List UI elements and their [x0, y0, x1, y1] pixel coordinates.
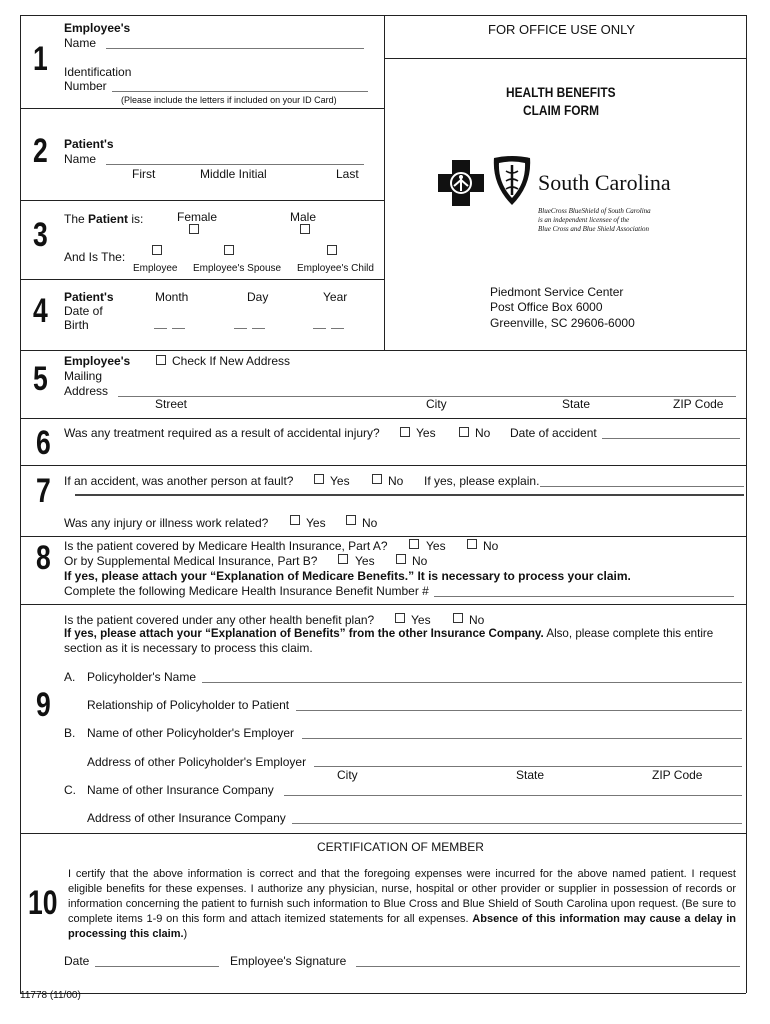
fault-no-checkbox[interactable]	[372, 474, 382, 484]
new-address-checkbox[interactable]	[156, 355, 166, 365]
insurance-company-field[interactable]	[284, 795, 742, 796]
zip-caption: ZIP Code	[673, 397, 724, 411]
section-c-label: C.	[64, 783, 76, 797]
other-plan-attach-notice: If yes, please attach your “Explanation of Benefits” from the other Insurance Company. Also, please complete this entire	[64, 627, 714, 640]
explain-field-line1[interactable]	[540, 486, 744, 487]
insurance-address-field[interactable]	[292, 823, 742, 824]
work-yes-checkbox[interactable]	[290, 515, 300, 525]
state-caption: State	[562, 397, 591, 411]
year-label: Year	[323, 290, 348, 304]
year-digit-1[interactable]	[313, 328, 326, 329]
other-plan-question: Is the patient covered under any other health benefit plan?	[64, 613, 375, 627]
spouse-caption: Employee's Spouse	[193, 263, 282, 274]
form-bottom-border	[20, 993, 746, 994]
work-no-checkbox[interactable]	[346, 515, 356, 525]
section-number-5: 5	[33, 360, 48, 398]
section-number-10: 10	[28, 884, 58, 922]
part-b-no-checkbox[interactable]	[396, 554, 406, 564]
street-caption: Street	[155, 397, 188, 411]
other-plan-yes-label: Yes	[411, 613, 431, 627]
medicare-number-label: Complete the following Medicare Health Insurance Benefit Number #	[64, 584, 429, 598]
employer-zip-caption: ZIP Code	[652, 768, 703, 782]
blue-shield-logo-icon	[491, 155, 533, 207]
brand-subtitle-2: is an independent licensee of the	[538, 216, 630, 224]
mailing-employee-label: Employee's	[64, 354, 131, 368]
last-caption: Last	[336, 167, 359, 181]
female-label: Female	[177, 210, 218, 224]
rule-7-8	[20, 536, 746, 537]
identification-label: Identification	[64, 65, 132, 79]
brand-subtitle-1: BlueCross BlueShield of South Carolina	[538, 207, 651, 215]
female-checkbox[interactable]	[189, 224, 199, 234]
child-checkbox[interactable]	[327, 245, 337, 255]
rule-1-2	[20, 108, 384, 109]
fault-yes-label: Yes	[330, 474, 350, 488]
employer-address-label: Address of other Policyholder's Employer	[87, 755, 307, 769]
policyholder-name-field[interactable]	[202, 682, 742, 683]
part-b-no-label: No	[412, 554, 428, 568]
other-plan-yes-checkbox[interactable]	[395, 613, 405, 623]
form-right-border	[746, 15, 747, 993]
section-number-7: 7	[36, 472, 51, 510]
certification-header: CERTIFICATION OF MEMBER	[317, 840, 484, 854]
date-field[interactable]	[95, 966, 219, 967]
relationship-field[interactable]	[296, 710, 742, 711]
birth-label: Birth	[64, 318, 89, 332]
patient-label: Patient's	[64, 137, 114, 151]
new-address-label: Check If New Address	[172, 354, 291, 368]
explain-field-line2[interactable]	[75, 494, 744, 496]
fault-yes-checkbox[interactable]	[314, 474, 324, 484]
accident-yes-label: Yes	[416, 426, 436, 440]
part-a-no-checkbox[interactable]	[467, 539, 477, 549]
part-b-yes-checkbox[interactable]	[338, 554, 348, 564]
child-caption: Employee's Child	[297, 263, 374, 274]
male-label: Male	[290, 210, 317, 224]
rule-2-3	[20, 200, 384, 201]
patient-name-label: Name	[64, 152, 97, 166]
id-note: (Please include the letters if included on your ID Card)	[121, 95, 337, 105]
male-checkbox[interactable]	[300, 224, 310, 234]
form-title-line2: CLAIM FORM	[523, 102, 600, 118]
section-b-label: B.	[64, 726, 76, 740]
medicare-part-a-question: Is the patient covered by Medicare Health Insurance, Part A?	[64, 539, 388, 553]
rule-9-10	[20, 833, 746, 834]
other-employer-label: Name of other Policyholder's Employer	[87, 726, 295, 740]
mailing-label: Mailing	[64, 369, 103, 383]
date-of-accident-field[interactable]	[602, 438, 740, 439]
part-a-yes-checkbox[interactable]	[409, 539, 419, 549]
dob-patient-label: Patient's	[64, 290, 114, 304]
employee-label: Employee's	[64, 21, 131, 35]
rule-3-4	[20, 279, 384, 280]
address-label: Address	[64, 384, 109, 398]
day-digit-2[interactable]	[252, 328, 265, 329]
other-plan-attach-line2: section as it is necessary to process this claim.	[64, 641, 313, 655]
and-is-the-label: And Is The:	[64, 250, 126, 264]
date-label: Date	[64, 954, 90, 968]
middle-initial-caption: Middle Initial	[200, 167, 267, 181]
date-of-label: Date of	[64, 304, 103, 318]
rule-8-9	[20, 604, 746, 605]
work-related-question: Was any injury or illness work related?	[64, 516, 269, 530]
insurance-address-label: Address of other Insurance Company	[87, 811, 286, 825]
section-a-label: A.	[64, 670, 76, 684]
month-label: Month	[155, 290, 189, 304]
form-left-border	[20, 15, 21, 993]
employer-state-caption: State	[516, 768, 545, 782]
section-number-2: 2	[33, 132, 48, 170]
part-a-no-label: No	[483, 539, 499, 553]
office-header-rule	[384, 58, 746, 59]
office-use-header: FOR OFFICE USE ONLY	[488, 22, 636, 37]
form-top-border	[20, 15, 746, 16]
other-plan-no-checkbox[interactable]	[453, 613, 463, 623]
employee-caption: Employee	[133, 263, 178, 274]
form-number: 11778 (11/00)	[20, 990, 81, 1001]
accident-question: Was any treatment required as a result of accidental injury?	[64, 426, 380, 440]
brand-subtitle-3: Blue Cross and Blue Shield Association	[538, 225, 650, 233]
part-a-yes-label: Yes	[426, 539, 446, 553]
part-b-yes-label: Yes	[355, 554, 375, 568]
certification-text: I certify that the above information is correct and that the foregoing expenses were incurred for the above named patient. I request eligible benefits for these expenses. I authorize any physician, nurse, hospital or other provider or supplier in possession of records or information concerning the patient to furnish such information to Blue Cross and Blue Shield of South Carolina upon request. (Be sure to complete items 1-9 on this form and attach itemized statements for all expenses. Absence of this information may cause a delay in processing this claim.)	[68, 868, 736, 940]
section-number-4: 4	[33, 292, 48, 330]
insurance-company-label: Name of other Insurance Company	[87, 783, 274, 797]
section-number-8: 8	[36, 539, 51, 577]
day-label: Day	[247, 290, 269, 304]
other-plan-no-label: No	[469, 613, 485, 627]
section-number-3: 3	[33, 216, 48, 254]
section-number-1: 1	[33, 40, 48, 78]
medicare-attach-notice: If yes, please attach your “Explanation of Medicare Benefits.” It is necessary to process your claim.	[64, 569, 631, 583]
patient-name-field[interactable]	[106, 164, 364, 165]
explain-label: If yes, please explain.	[424, 474, 540, 488]
fault-no-label: No	[388, 474, 404, 488]
employer-city-caption: City	[337, 768, 358, 782]
patient-is-label: The Patient is:	[64, 212, 144, 226]
signature-label: Employee's Signature	[230, 954, 347, 968]
medicare-part-b-question: Or by Supplemental Medical Insurance, Part B?	[64, 554, 318, 568]
section-number-6: 6	[36, 424, 51, 462]
accident-no-checkbox[interactable]	[459, 427, 469, 437]
service-center-line1: Piedmont Service Center	[490, 285, 624, 299]
identification-number-field[interactable]	[112, 91, 368, 92]
employee-checkbox[interactable]	[152, 245, 162, 255]
employee-name-field[interactable]	[106, 48, 364, 49]
employer-address-field[interactable]	[314, 766, 742, 767]
accident-no-label: No	[475, 426, 491, 440]
section-number-9: 9	[36, 686, 51, 724]
policyholder-name-label: Policyholder's Name	[87, 670, 197, 684]
service-center-line2: Post Office Box 6000	[490, 300, 603, 314]
blue-cross-logo-icon	[436, 158, 486, 208]
service-center-line3: Greenville, SC 29606-6000	[490, 316, 635, 330]
work-yes-label: Yes	[306, 516, 326, 530]
brand-name: South Carolina	[538, 170, 671, 195]
day-digit-1[interactable]	[234, 328, 247, 329]
work-no-label: No	[362, 516, 378, 530]
name-label: Name	[64, 36, 97, 50]
month-digit-1[interactable]	[154, 328, 167, 329]
signature-field[interactable]	[356, 966, 740, 967]
city-caption: City	[426, 397, 447, 411]
month-digit-2[interactable]	[172, 328, 185, 329]
year-digit-2[interactable]	[331, 328, 344, 329]
rule-5-6	[20, 418, 746, 419]
office-divider	[384, 15, 385, 350]
relationship-label: Relationship of Policyholder to Patient	[87, 698, 290, 712]
rule-4-5	[20, 350, 746, 351]
medicare-number-field[interactable]	[434, 596, 734, 597]
date-of-accident-label: Date of accident	[510, 426, 597, 440]
other-employer-field[interactable]	[302, 738, 742, 739]
spouse-checkbox[interactable]	[224, 245, 234, 255]
form-title-line1: HEALTH BENEFITS	[506, 84, 616, 100]
rule-6-7	[20, 465, 746, 466]
number-label: Number	[64, 79, 107, 93]
first-caption: First	[132, 167, 156, 181]
fault-question: If an accident, was another person at fault?	[64, 474, 294, 488]
accident-yes-checkbox[interactable]	[400, 427, 410, 437]
